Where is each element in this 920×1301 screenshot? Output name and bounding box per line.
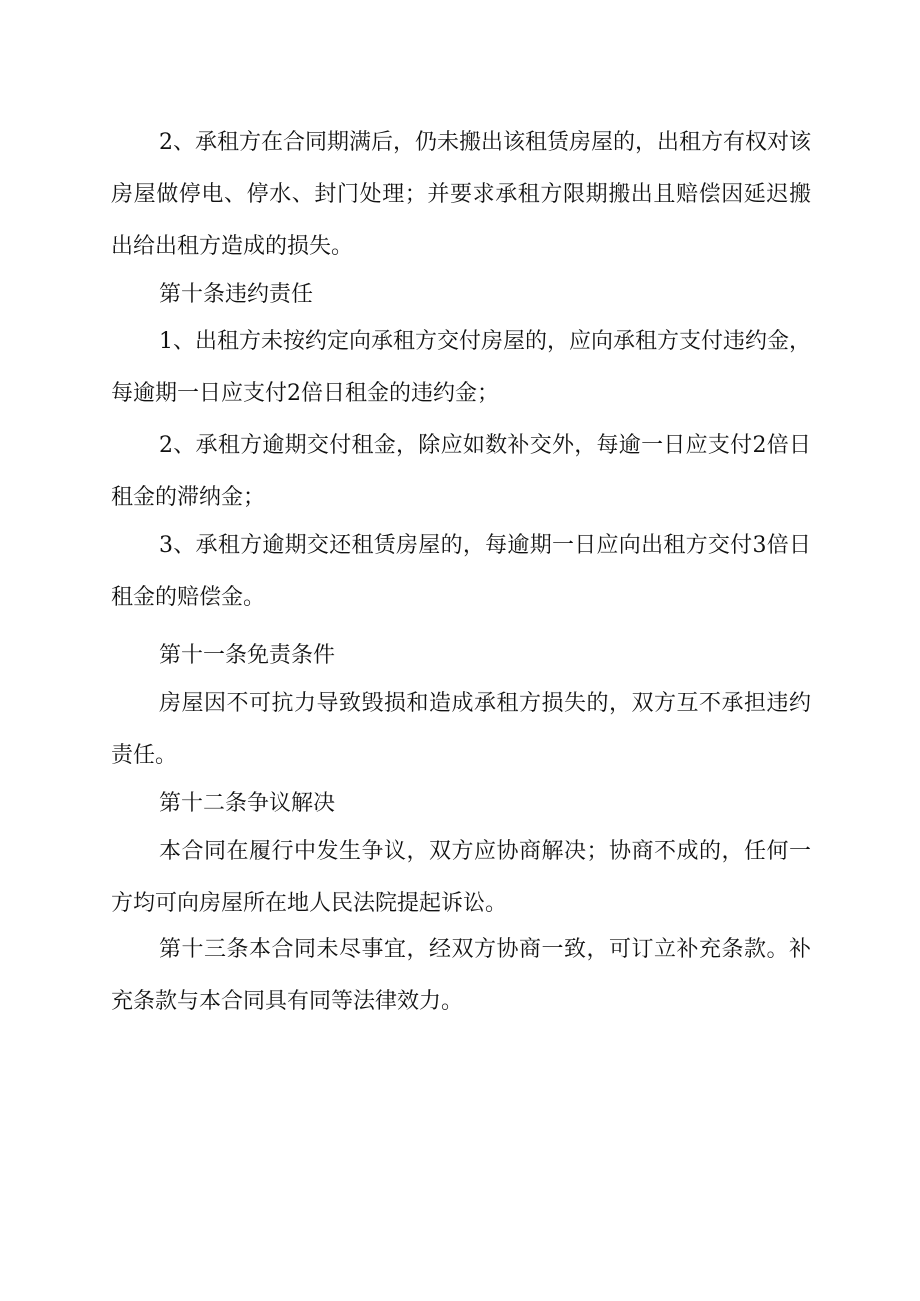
paragraph-article-13: 第十三条本合同未尽事宜，经双方协商一致，可订立补充条款。补充条款与本合同具有同等法律效力。 — [111, 937, 811, 1014]
paragraph-late-return: 3、承租方逾期交还租赁房屋的，每逾期一日应向出租方交付3倍日租金的赔偿金。 — [111, 533, 811, 610]
paragraph-lessee-overstay: 2、承租方在合同期满后，仍未搬出该租赁房屋的，出租方有权对该房屋做停电、停水、封门处理；并要求承租方限期搬出且赔偿因延迟搬出给出租方造成的损失。 — [111, 130, 811, 259]
heading-article-10: 第十条违约责任 — [159, 282, 314, 307]
heading-article-12: 第十二条争议解决 — [159, 791, 336, 816]
paragraph-lessor-late-delivery: 1、出租方未按约定向承租方交付房屋的，应向承租方支付违约金，每逾期一日应支付2倍日租金的违约金； — [111, 329, 811, 406]
paragraph-late-rent: 2、承租方逾期交付租金，除应如数补交外，每逾一日应支付2倍日租金的滞纳金； — [111, 433, 811, 510]
paragraph-dispute-resolution: 本合同在履行中发生争议，双方应协商解决；协商不成的，任何一方均可向房屋所在地人民法院提起诉讼。 — [111, 839, 811, 916]
paragraph-force-majeure: 房屋因不可抗力导致毁损和造成承租方损失的，双方互不承担违约责任。 — [111, 691, 811, 768]
heading-article-11: 第十一条免责条件 — [159, 643, 336, 668]
